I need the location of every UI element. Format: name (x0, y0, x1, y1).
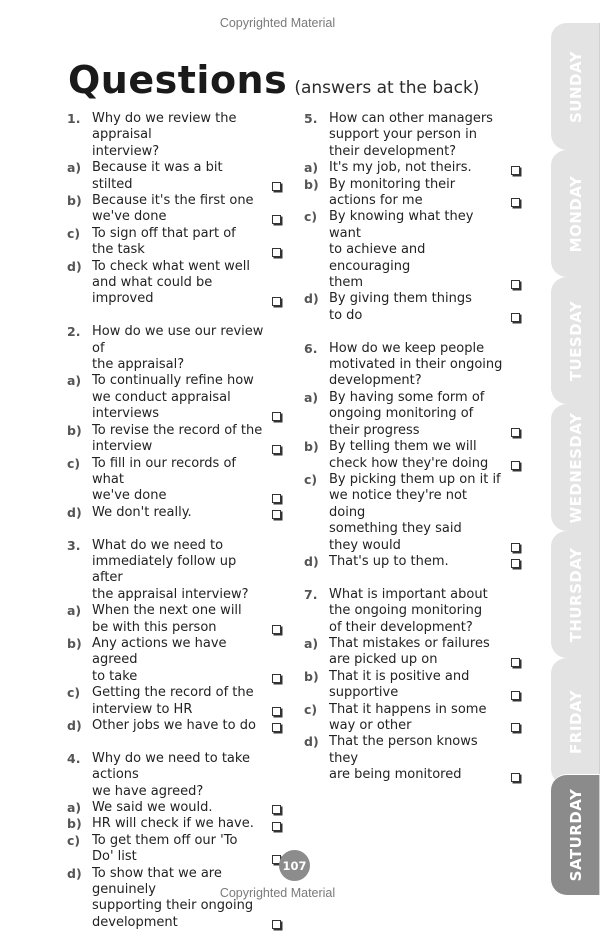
answer-option-line (304, 209, 522, 242)
answer-letter: b) (304, 176, 319, 192)
answer-text: they would (329, 537, 401, 553)
question-text: How do we use our review of (92, 324, 264, 356)
question-number: 3. (67, 537, 81, 553)
answer-option-line (67, 669, 283, 685)
answer-option-line (304, 177, 522, 193)
question-text-line (304, 373, 522, 389)
answer-option-line (67, 226, 283, 242)
answer-letter: a) (67, 800, 82, 816)
answer-option-line (304, 308, 522, 324)
answer-checkbox[interactable] (511, 543, 520, 552)
answer-option-line (304, 423, 522, 439)
answer-checkbox[interactable] (511, 559, 520, 568)
answer-text: interview to HR (92, 701, 193, 717)
question-text-line (304, 620, 522, 636)
answer-letter: c) (67, 225, 81, 241)
question-text-line (67, 538, 283, 554)
answer-option-line (67, 833, 283, 849)
answer-letter: a) (67, 373, 82, 389)
answer-letter: c) (67, 455, 81, 471)
answer-text: To show that we are genuinely (92, 865, 222, 898)
answer-checkbox[interactable] (272, 445, 281, 454)
answer-checkbox[interactable] (511, 723, 520, 732)
question-text: immediately follow up after (92, 553, 237, 586)
answer-option-line (67, 406, 283, 422)
answer-text: to do (329, 307, 363, 323)
answer-text: We said we would. (92, 800, 213, 816)
answer-checkbox[interactable] (511, 658, 520, 667)
answer-text: something they said (329, 521, 462, 537)
question-block (67, 751, 283, 931)
question-text: What is important about (329, 586, 488, 602)
answer-option-line (67, 193, 283, 209)
question-text: the ongoing monitoring (329, 603, 483, 619)
questions-column-left (67, 111, 283, 948)
question-text: What do we need to (92, 537, 224, 553)
answer-option-line (304, 488, 522, 521)
answer-checkbox[interactable] (272, 920, 281, 929)
answer-checkbox[interactable] (272, 723, 281, 732)
answer-option-line (304, 242, 522, 275)
answer-option-line (67, 915, 283, 931)
answer-letter: a) (67, 603, 82, 619)
day-tab-tuesday[interactable] (551, 276, 600, 404)
answer-letter: d) (67, 865, 82, 881)
answer-text: To sign off that part of (92, 225, 236, 241)
answer-checkbox[interactable] (272, 625, 281, 634)
question-text-line (67, 111, 283, 144)
answer-option-line (67, 423, 283, 439)
answer-text: Any actions we have agreed (92, 635, 227, 668)
answer-option-line (304, 652, 522, 668)
answer-letter: a) (304, 389, 319, 405)
day-tab-sunday[interactable] (551, 22, 600, 150)
answer-text: By telling them we will (329, 439, 477, 455)
day-tabs (551, 22, 600, 902)
answer-text: supporting their ongoing (92, 898, 254, 914)
answer-text: HR will check if we have. (92, 816, 254, 832)
answer-letter: b) (304, 668, 319, 684)
title-subtitle: (answers at the back) (294, 78, 480, 98)
answer-text: To check what went well (92, 258, 251, 274)
answer-option-line (67, 898, 283, 914)
question-text-line (304, 357, 522, 373)
answer-letter: d) (67, 504, 82, 520)
answer-letter: b) (67, 422, 82, 438)
answer-option-line (304, 472, 522, 488)
question-text: we have agreed? (92, 783, 204, 799)
answer-option-line (304, 521, 522, 537)
answer-letter: a) (67, 160, 82, 176)
answer-letter: c) (67, 832, 81, 848)
question-block (304, 341, 522, 571)
answer-letter: c) (304, 701, 318, 717)
answer-text: When the next one will (92, 603, 242, 619)
answer-letter: d) (304, 291, 319, 307)
answer-text: By giving them things (329, 291, 472, 307)
answer-text: That the person knows they (329, 734, 478, 766)
answer-letter: c) (304, 209, 318, 225)
answer-text: the task (92, 242, 145, 258)
answer-option-line (67, 209, 283, 225)
copyright-watermark-bottom: Copyrighted Material (219, 886, 336, 900)
day-tab-label: WEDNESDAY (566, 412, 585, 523)
day-tab-friday[interactable] (551, 657, 600, 785)
question-text-line (304, 341, 522, 357)
answer-text: Do' list (92, 849, 137, 865)
answer-letter: c) (304, 471, 318, 487)
answer-text: To continually refine how (92, 373, 254, 389)
answer-option-line (67, 620, 283, 636)
answer-option-line (304, 439, 522, 455)
answer-option-line (67, 816, 283, 832)
answer-text: we notice they're not doing (329, 488, 468, 520)
answer-text: to take (92, 668, 138, 684)
day-tab-label: FRIDAY (566, 689, 585, 754)
answer-text: interviews (92, 406, 159, 422)
question-text: support your person in (329, 127, 477, 143)
answer-checkbox[interactable] (272, 412, 281, 421)
answer-option-line (67, 702, 283, 718)
answer-option-line (67, 488, 283, 504)
day-tab-label: SATURDAY (566, 788, 585, 882)
answer-text: to achieve and encouraging (329, 242, 426, 274)
answer-option-line (304, 406, 522, 422)
answer-text: To fill in our records of what (92, 455, 236, 487)
question-text-line (304, 603, 522, 619)
answer-text: Because it was a bit stilted (92, 160, 223, 192)
question-number: 6. (304, 340, 318, 356)
answer-text: Other jobs we have to do (92, 718, 256, 733)
answer-text: Getting the record of the (92, 685, 254, 701)
answer-checkbox[interactable] (272, 297, 281, 306)
question-text-line (304, 144, 522, 160)
question-number: 5. (304, 111, 318, 126)
question-text: the appraisal? (92, 357, 185, 373)
answer-checkbox[interactable] (272, 494, 281, 503)
question-text: Why do we review the appraisal (92, 111, 237, 143)
answer-text: By knowing what they want (329, 209, 474, 241)
answer-text: improved (92, 291, 154, 307)
answer-text: actions for me (329, 193, 423, 209)
question-text-line (67, 554, 283, 587)
answer-option-line (67, 456, 283, 489)
question-text: How do we keep people (329, 340, 485, 356)
copyright-watermark-top: Copyrighted Material (219, 16, 336, 30)
question-text: How can other managers (329, 111, 493, 126)
question-text-line (304, 587, 522, 603)
answer-checkbox[interactable] (511, 461, 520, 470)
answer-letter: d) (304, 553, 319, 569)
day-tab-monday[interactable] (551, 149, 600, 277)
question-text: interview? (92, 143, 160, 159)
question-block (67, 111, 283, 308)
question-block (304, 111, 522, 324)
answer-option-line (304, 767, 522, 783)
answer-checkbox[interactable] (272, 805, 281, 814)
day-tab-thursday[interactable] (551, 530, 600, 658)
answer-text: By picking them up on it if (329, 471, 501, 487)
answer-text: we've done (92, 209, 167, 225)
answer-option-line (67, 259, 283, 275)
question-block (67, 324, 283, 521)
answer-option-line (67, 849, 283, 865)
answer-option-line (304, 390, 522, 406)
answer-checkbox[interactable] (511, 280, 520, 289)
answer-checkbox[interactable] (272, 215, 281, 224)
question-number: 4. (67, 750, 81, 766)
answer-checkbox[interactable] (511, 428, 520, 437)
answer-text: ongoing monitoring of (329, 406, 474, 422)
answer-text: It's my job, not theirs. (329, 160, 472, 176)
question-text: Why do we need to take actions (92, 750, 250, 783)
answer-option-line (304, 291, 522, 307)
day-tab-label: MONDAY (566, 175, 585, 252)
question-text: of their development? (329, 619, 473, 635)
page-number-badge: 107 (279, 850, 310, 881)
answer-checkbox[interactable] (511, 691, 520, 700)
answer-option-line (67, 242, 283, 258)
answer-checkbox[interactable] (511, 166, 520, 175)
answer-option-line (304, 636, 522, 652)
question-text-line (67, 357, 283, 373)
answer-option-line (67, 718, 283, 734)
answer-option-line (67, 275, 283, 291)
question-number: 1. (67, 111, 81, 126)
question-text: their development? (329, 143, 457, 159)
answer-text: them (329, 275, 363, 291)
question-text-line (67, 784, 283, 800)
answer-option-line (304, 685, 522, 701)
answer-option-line (304, 456, 522, 472)
day-tab-saturday[interactable] (551, 774, 600, 895)
answer-text: That's up to them. (329, 553, 449, 569)
day-tab-label: THURSDAY (566, 547, 585, 642)
answer-text: way or other (329, 718, 412, 733)
answer-option-line (67, 800, 283, 816)
question-number: 7. (304, 586, 318, 602)
answer-text: To revise the record of the (92, 422, 263, 438)
answer-letter: d) (67, 718, 82, 733)
answer-text: By monitoring their (329, 176, 456, 192)
answer-option-line (67, 505, 283, 521)
answer-text: That it happens in some (329, 701, 487, 717)
question-text-line (304, 127, 522, 143)
page-title (68, 58, 479, 102)
title-main: Questions (68, 58, 288, 102)
answer-text: we've done (92, 488, 167, 504)
answer-option-line (67, 291, 283, 307)
day-tab-wednesday[interactable] (551, 403, 600, 531)
answer-option-line (67, 160, 283, 193)
question-block (67, 538, 283, 735)
answer-text: are picked up on (329, 652, 438, 668)
answer-text: By having some form of (329, 389, 485, 405)
answer-letter: b) (67, 193, 82, 209)
answer-option-line (304, 160, 522, 176)
answer-option-line (304, 718, 522, 734)
question-block (304, 587, 522, 784)
question-text-line (67, 587, 283, 603)
answer-letter: d) (67, 258, 82, 274)
question-text-line (304, 111, 522, 127)
answer-text: development (92, 914, 178, 930)
answer-letter: a) (304, 635, 319, 651)
question-text-line (67, 324, 283, 357)
question-text-line (67, 751, 283, 784)
question-text-line (67, 144, 283, 160)
answer-text: their progress (329, 422, 420, 438)
question-text: development? (329, 373, 422, 389)
day-tab-label: SUNDAY (566, 50, 585, 123)
answer-checkbox[interactable] (272, 182, 281, 191)
answer-option-line (67, 390, 283, 406)
answer-checkbox[interactable] (511, 198, 520, 207)
answer-letter: b) (67, 635, 82, 651)
question-text: the appraisal interview? (92, 586, 249, 602)
answer-text: Because it's the first one (92, 193, 254, 209)
answer-text: To get them off our 'To (92, 832, 238, 848)
answer-text: We don't really. (92, 504, 192, 520)
answer-checkbox[interactable] (272, 822, 281, 831)
answer-checkbox[interactable] (272, 707, 281, 716)
answer-text: That mistakes or failures (329, 635, 490, 651)
answer-option-line (67, 439, 283, 455)
answer-option-line (304, 734, 522, 767)
answer-option-line (304, 275, 522, 291)
answer-option-line (304, 702, 522, 718)
answer-option-line (304, 538, 522, 554)
answer-text: supportive (329, 685, 399, 701)
answer-checkbox[interactable] (272, 510, 281, 519)
answer-text: are being monitored (329, 767, 462, 783)
answer-text: That it is positive and (329, 668, 470, 684)
answer-option-line (304, 669, 522, 685)
answer-text: and what could be (92, 275, 213, 291)
answer-option-line (304, 193, 522, 209)
answer-option-line (304, 554, 522, 570)
question-number: 2. (67, 324, 81, 340)
question-text: motivated in their ongoing (329, 357, 503, 373)
answer-text: we conduct appraisal (92, 389, 231, 405)
answer-checkbox[interactable] (511, 773, 520, 782)
answer-letter: a) (304, 160, 319, 176)
questions-column-right (304, 111, 522, 800)
answer-option-line (67, 636, 283, 669)
answer-checkbox[interactable] (272, 248, 281, 257)
answer-option-line (67, 685, 283, 701)
answer-option-line (67, 603, 283, 619)
answer-text: check how they're doing (329, 455, 489, 471)
answer-letter: b) (304, 439, 319, 455)
answer-option-line (67, 373, 283, 389)
answer-letter: d) (304, 734, 319, 750)
answer-letter: b) (67, 816, 82, 832)
answer-letter: c) (67, 685, 81, 701)
answer-text: interview (92, 439, 153, 455)
answer-text: be with this person (92, 619, 217, 635)
answer-checkbox[interactable] (272, 674, 281, 683)
day-tab-label: TUESDAY (566, 300, 585, 381)
answer-checkbox[interactable] (511, 313, 520, 322)
